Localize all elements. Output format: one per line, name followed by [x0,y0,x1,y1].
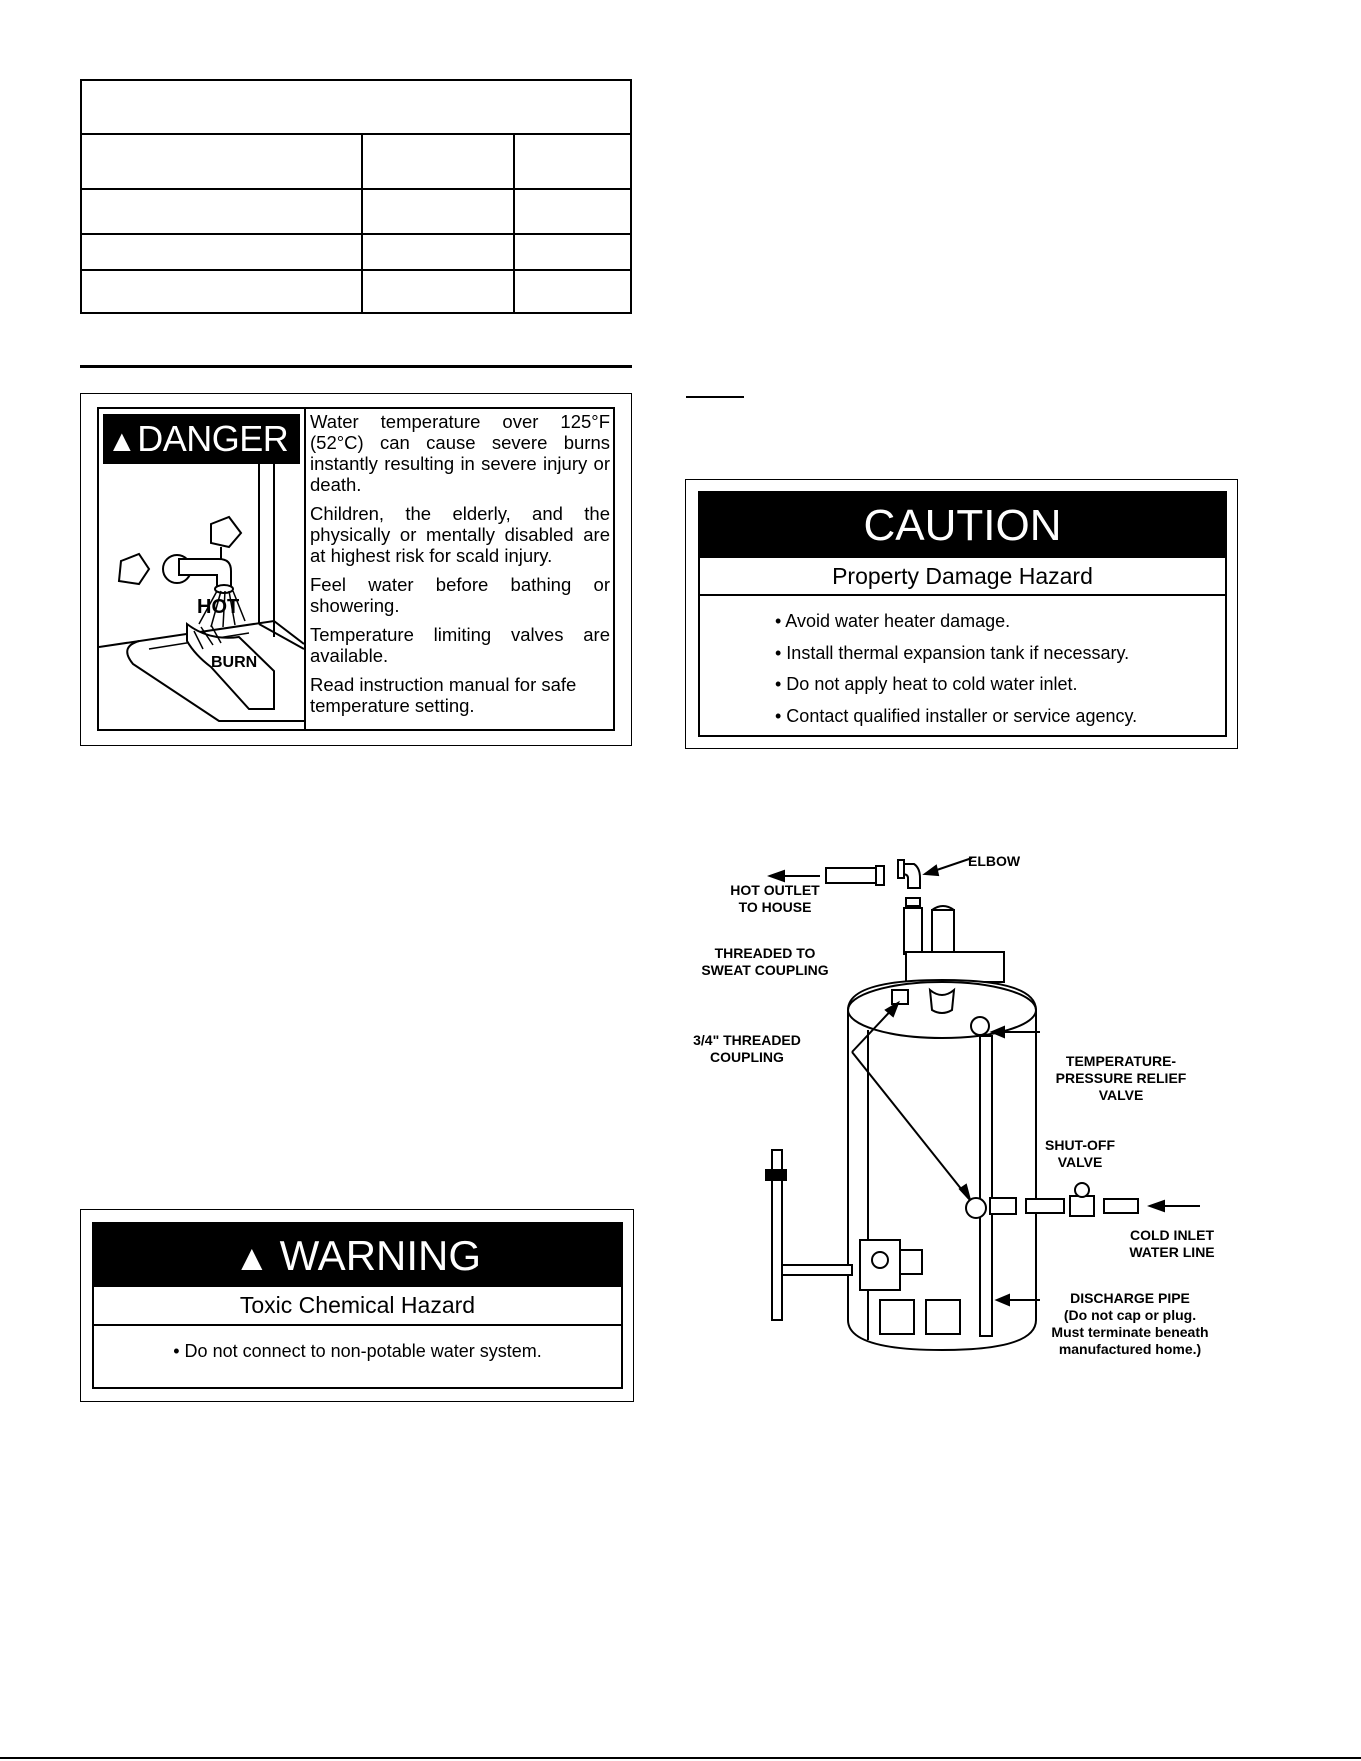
arrow-left-icon [770,871,784,881]
label-cold-inlet: COLD INLET WATER LINE [1129,1227,1215,1260]
spec-table-cell [514,270,631,313]
warning-triangle-icon: ▲ [107,425,137,458]
bottom-rule [0,1757,1361,1759]
danger-label-frame [97,407,615,731]
cold-inlet-pipe [1104,1199,1138,1213]
section-rule [80,365,632,368]
discharge-pipe [980,1036,992,1336]
danger-paragraph: Water temperature over 125°F (52°C) can cause severe burns instantly resulting in severe injury or death. [310,411,610,495]
caution-heading: CAUTION [700,493,1225,558]
danger-label [80,393,632,746]
caution-subheading: Property Damage Hazard [700,558,1225,596]
caution-label-frame [698,491,1227,737]
shut-off-valve [1070,1196,1094,1216]
warning-label [80,1209,634,1402]
sweat-coupling-pipe [904,908,922,954]
caution-item: • Avoid water heater damage. [775,611,1011,631]
danger-heading-text: DANGER [137,418,289,459]
caution-item: • Do not apply heat to cold water inlet. [775,674,1078,694]
spec-table-cell [362,189,514,234]
spec-table-cell [81,134,362,189]
hot-outlet-pipe [826,868,876,883]
spec-table-cell [514,189,631,234]
hot-word: HOT [197,596,240,618]
spec-table-cell [362,234,514,270]
danger-paragraph: Feel water before bathing or showering. [310,574,610,616]
label-discharge: DISCHARGE PIPE (Do not cap or plug. Must terminate beneath manufactured home.) [1051,1290,1209,1357]
label-tp-relief: TEMPERATURE- PRESSURE RELIEF VALVE [1055,1053,1187,1103]
caution-list [775,606,1137,732]
spec-table-cell [514,234,631,270]
label-elbow: ELBOW [968,853,1021,869]
danger-heading [103,414,300,464]
danger-paragraph: Read instruction manual for safe temperature setting. [310,674,577,716]
label-hot-outlet: HOT OUTLET TO HOUSE [730,882,820,915]
danger-paragraph: Children, the elderly, and the physically or mentally disabled are at highest risk for scald injury. [310,503,610,566]
danger-paragraph: Temperature limiting valves are available. [310,624,610,666]
warning-triangle-icon: ▲ [233,1237,270,1278]
warning-subheading: Toxic Chemical Hazard [94,1287,621,1326]
warning-item: • Do not connect to non-potable water system. [173,1341,542,1361]
label-threaded-sweat: THREADED TO SWEAT COUPLING [701,945,829,978]
spec-table-cell [514,134,631,189]
caution-label [685,479,1238,749]
warning-heading [94,1224,621,1287]
burn-word: BURN [211,654,258,671]
arrow-left-icon [925,866,938,875]
warning-heading-text: WARNING [279,1232,482,1279]
spec-table-cell [362,270,514,313]
caution-item: • Contact qualified installer or service agency. [775,705,1138,726]
arrow-left-icon [1150,1201,1164,1211]
spec-table-cell [81,189,362,234]
short-rule [686,396,744,398]
label-threaded-coupling: 3/4" THREADED COUPLING [693,1032,801,1065]
spec-table [80,79,632,314]
label-shutoff: SHUT-OFF VALVE [1045,1137,1115,1170]
spec-table-cell [81,234,362,270]
spec-table-cell [81,270,362,313]
danger-text [310,411,610,724]
spec-table-cell [362,134,514,189]
caution-item: • Install thermal expansion tank if necessary. [775,642,1130,663]
tp-relief-valve [971,1017,989,1035]
spec-table-header-cell [81,80,631,134]
warning-label-frame [92,1222,623,1389]
